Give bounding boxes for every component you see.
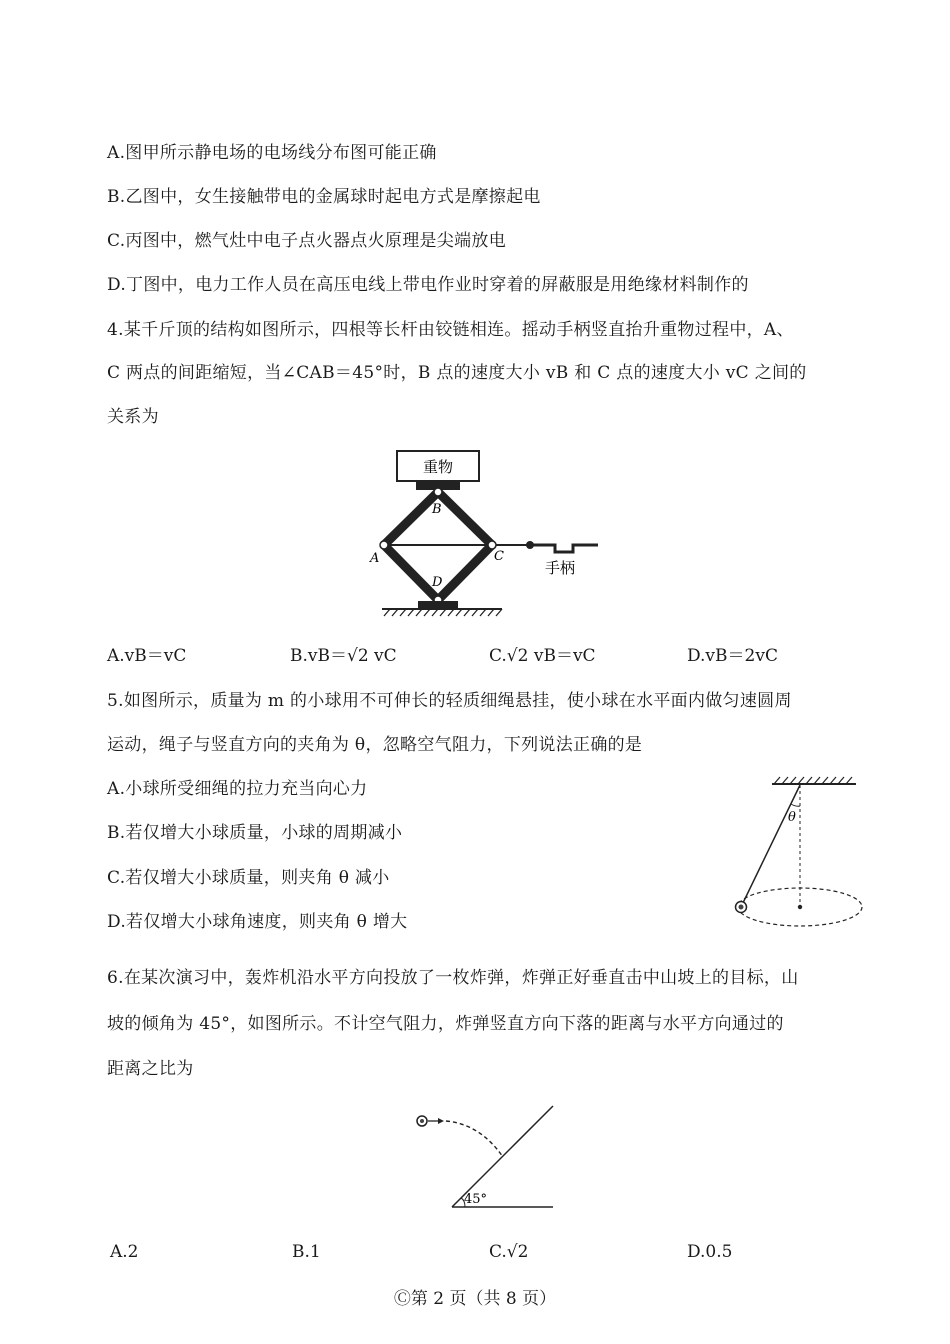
q4-option-a: A.vB＝vC xyxy=(107,646,187,666)
q3-option-c: C.丙图中，燃气灶中电子点火器点火原理是尖端放电 xyxy=(107,231,507,251)
q4-option-b: B.vB＝√2 vC xyxy=(290,646,397,666)
hinge-a xyxy=(380,541,388,549)
page-footer: Ⓒ第 2 页（共 8 页） xyxy=(393,1289,557,1309)
q6-stem-line-1: 6.在某次演习中，轰炸机沿水平方向投放了一枚炸弹，炸弹正好垂直击中山坡上的目标，山 xyxy=(107,968,799,988)
bottom-plate xyxy=(418,601,458,609)
q5-option-d: D.若仅增大小球角速度，则夹角 θ 增大 xyxy=(107,912,408,932)
theta-label: θ xyxy=(788,810,796,825)
pendulum-figure xyxy=(728,776,868,926)
hinge-c xyxy=(488,541,496,549)
bomb-inner xyxy=(420,1119,424,1123)
q6-option-a: A.2 xyxy=(110,1242,139,1262)
angle-label: 45° xyxy=(464,1192,488,1207)
q6-option-d: D.0.5 xyxy=(687,1242,733,1262)
q6-option-c: C.√2 xyxy=(489,1242,529,1262)
angle-arc xyxy=(791,804,800,806)
q5-option-c: C.若仅增大小球质量，则夹角 θ 减小 xyxy=(107,868,390,888)
ground-hatch xyxy=(384,609,502,616)
ball-inner xyxy=(739,905,744,910)
q3-option-a: A.图甲所示静电场的电场线分布图可能正确 xyxy=(107,143,437,163)
q3-option-b: B.乙图中，女生接触带电的金属球时起电方式是摩擦起电 xyxy=(107,187,541,207)
q5-option-a: A.小球所受细绳的拉力充当向心力 xyxy=(107,779,368,799)
label-a: A xyxy=(370,551,380,566)
q4-stem-line-3: 关系为 xyxy=(107,407,159,427)
q4-option-c: C.√2 vB＝vC xyxy=(489,646,596,666)
q6-option-b: B.1 xyxy=(292,1242,321,1262)
q5-stem-line-1: 5.如图所示，质量为 m 的小球用不可伸长的轻质细绳悬挂，使小球在水平面内做匀速圆周 xyxy=(107,691,792,711)
label-d: D xyxy=(432,575,443,590)
slope-figure xyxy=(410,1100,560,1215)
trajectory xyxy=(446,1121,503,1157)
q5-option-b: B.若仅增大小球质量，小球的周期减小 xyxy=(107,823,403,843)
q4-stem-line-1: 4.某千斤顶的结构如图所示，四根等长杆由铰链相连。摇动手柄竖直抬升重物过程中，A、 xyxy=(107,320,794,340)
label-b: B xyxy=(432,502,442,517)
velocity-arrowhead xyxy=(438,1118,444,1124)
string xyxy=(741,785,800,907)
q4-option-d: D.vB＝2vC xyxy=(687,646,778,666)
q6-stem-line-2: 坡的倾角为 45°，如图所示。不计空气阻力，炸弹竖直方向下落的距离与水平方向通过的 xyxy=(107,1014,784,1034)
q3-option-d: D.丁图中，电力工作人员在高压电线上带电作业时穿着的屏蔽服是用绝缘材料制作的 xyxy=(107,275,749,295)
handle-label: 手柄 xyxy=(545,559,576,577)
jack-figure xyxy=(370,448,610,618)
ceiling-hatch xyxy=(774,777,852,784)
center-dot xyxy=(798,905,802,909)
q4-stem-line-2: C 两点的间距缩短，当∠CAB＝45°时，B 点的速度大小 vB 和 C 点的速度大小 vC 之间的 xyxy=(107,363,807,383)
q5-stem-line-2: 运动，绳子与竖直方向的夹角为 θ，忽略空气阻力，下列说法正确的是 xyxy=(107,735,643,755)
handle xyxy=(530,545,598,552)
q6-stem-line-3: 距离之比为 xyxy=(107,1059,194,1079)
label-c: C xyxy=(494,549,504,564)
hinge-b xyxy=(434,488,442,496)
weight-label: 重物 xyxy=(422,458,454,476)
